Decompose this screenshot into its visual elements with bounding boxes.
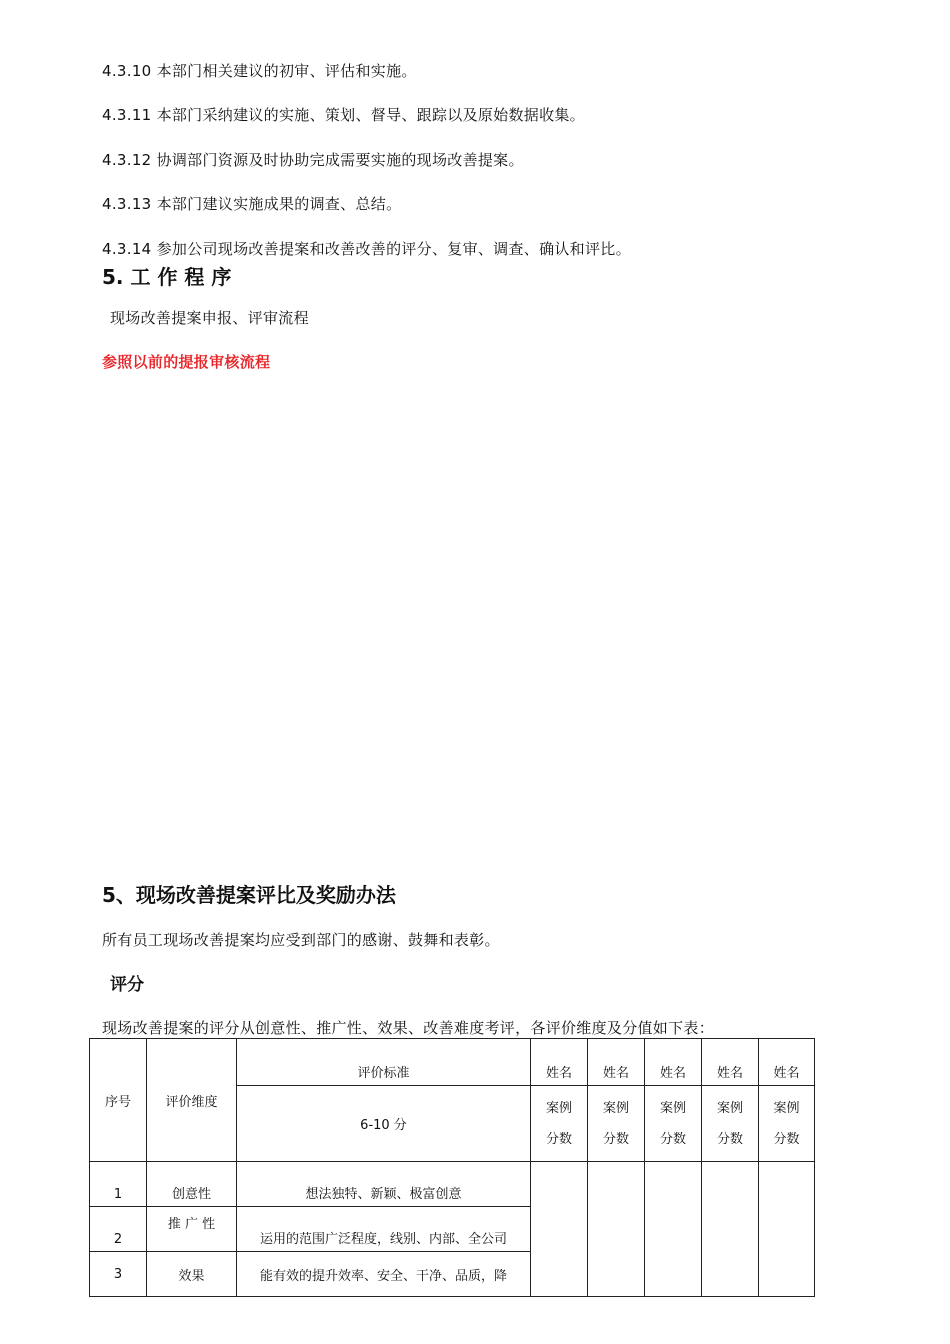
section-5b-heading: 5、现场改善提案评比及奖励办法 (102, 883, 396, 907)
list-item: 4.3.12 协调部门资源及时协助完成需要实施的现场改善提案。 (102, 151, 524, 169)
row-criteria: 能有效的提升效率、安全、干净、品质，降 (237, 1252, 531, 1297)
list-item: 4.3.10 本部门相关建议的初审、评估和实施。 (102, 62, 417, 80)
row-dimension: 创意性 (147, 1162, 237, 1207)
header-case-score (531, 1086, 588, 1162)
row-no: 1 (90, 1162, 147, 1207)
section-5b-intro: 所有员工现场改善提案均应受到部门的感谢、鼓舞和表彰。 (102, 931, 500, 949)
row-dimension: 效果 (147, 1252, 237, 1297)
score-cell (645, 1162, 702, 1297)
scoring-table (89, 1038, 815, 1297)
score-label: 分数 (545, 1131, 572, 1147)
header-case-score (645, 1086, 702, 1162)
row-criteria: 运用的范围广泛程度，线别、内部、全公司 (237, 1207, 531, 1252)
list-item: 4.3.11 本部门采纳建议的实施、策划、督导、跟踪以及原始数据收集。 (102, 106, 585, 124)
section-5-heading: 5. 工 作 程 序 (102, 265, 232, 289)
score-label: 分数 (659, 1131, 686, 1147)
header-name: 姓名 (702, 1039, 759, 1086)
case-label: 案例 (716, 1100, 743, 1116)
case-label: 案例 (773, 1100, 800, 1116)
header-case-score (588, 1086, 645, 1162)
header-dimension: 评价维度 (147, 1039, 237, 1162)
table-intro: 现场改善提案的评分从创意性、推广性、效果、改善难度考评，各评价维度及分值如下表： (102, 1019, 715, 1037)
header-name: 姓名 (759, 1039, 815, 1086)
case-label: 案例 (545, 1100, 572, 1116)
header-case-score (759, 1086, 815, 1162)
sub-heading-scoring: 评分 (110, 975, 144, 995)
header-name: 姓名 (645, 1039, 702, 1086)
case-label: 案例 (602, 1100, 629, 1116)
score-label: 分数 (716, 1131, 743, 1147)
score-cell (702, 1162, 759, 1297)
case-label: 案例 (659, 1100, 686, 1116)
row-no: 2 (90, 1207, 147, 1252)
header-criteria: 评价标准 (237, 1039, 531, 1086)
section-5-note: 参照以前的提报审核流程 (102, 353, 271, 371)
section-5-subtitle: 现场改善提案申报、评审流程 (110, 309, 309, 327)
row-no: 3 (90, 1252, 147, 1297)
header-name: 姓名 (531, 1039, 588, 1086)
score-cell (531, 1162, 588, 1297)
header-no: 序号 (90, 1039, 147, 1162)
list-item: 4.3.13 本部门建议实施成果的调查、总结。 (102, 195, 402, 213)
header-case-score (702, 1086, 759, 1162)
criteria-range: 6-10 分 (237, 1086, 531, 1162)
row-dimension: 推 广 性 (147, 1207, 237, 1252)
header-name: 姓名 (588, 1039, 645, 1086)
list-item: 4.3.14 参加公司现场改善提案和改善改善的评分、复审、调查、确认和评比。 (102, 240, 631, 258)
row-criteria: 想法独特、新颖、极富创意 (237, 1162, 531, 1207)
table-row (90, 1162, 815, 1207)
score-cell (759, 1162, 815, 1297)
score-label: 分数 (602, 1131, 629, 1147)
score-label: 分数 (773, 1131, 800, 1147)
score-cell (588, 1162, 645, 1297)
